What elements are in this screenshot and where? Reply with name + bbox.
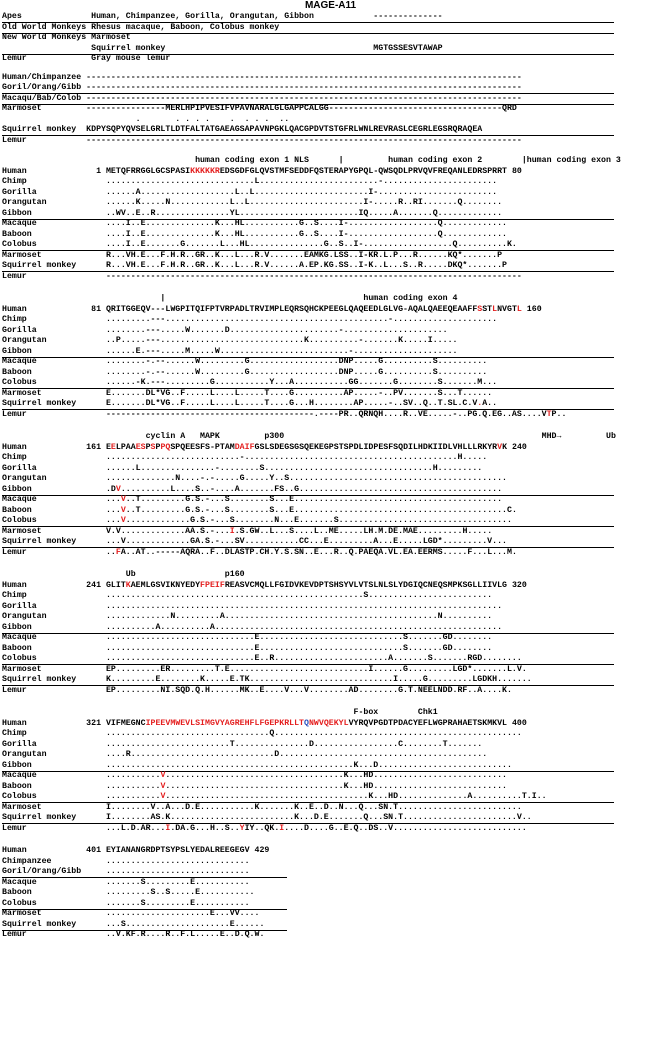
sequence-row: Macaque ........-.--......W.........G..................DNP.....G..........S..........: [2, 357, 488, 366]
highlighted-residue: NWVQEKYL: [308, 718, 349, 728]
highlighted-residue: V: [160, 781, 166, 791]
highlighted-residue: IPEEVMWEVLSIMGVYAGREHFLFGEPKRLLT: [145, 718, 305, 728]
sequence-row: Colobus ...V.............G.S.-...S........N...E.......S...................................: [2, 516, 512, 525]
highlighted-residue: V: [497, 442, 503, 452]
highlighted-residue: Q: [304, 718, 309, 728]
sequence-row: Chimpanzee .............................: [2, 856, 250, 866]
sequence-row: Lemur ------------------------------------------.----PR..QRNQH....R..VE.....-..PG.Q.EG..AS....VTP..: [2, 409, 567, 419]
highlighted-residue: F: [115, 547, 121, 557]
nterm-row: Lemur ----------------------------------------------------------------------------------------: [2, 135, 522, 145]
sequence-row: Baboon .........S..S.....E...........: [2, 888, 255, 897]
sequence-row: Orangutan ......K.....N............L..L.......................I-.....R..RI.......Q........: [2, 198, 503, 207]
sequence-row: Human 321 VIFMEGNCIPEEVMWEVLSIMGVYAGREHFLFGEPKRLLTQNWVQEKYLVYRQVPGDTPDACYEFLWGPRAHAETSKMKVL 400: [2, 718, 527, 728]
sequence-row: Chimp ..............................L........................-.......................: [2, 177, 498, 186]
highlighted-residue: E: [110, 442, 116, 452]
sequence-row: Human 1 METQFRRGGLGCSPASIKKKKKREDSGDFGLQVSTMFSEDDFQSTERAPYGPQL-QWSQDLPRVQVFREQANLEDRSPRRT 80: [2, 166, 522, 176]
sequence-row: Lemur EP.........NI.SQD.Q.H......MK..E....V...V........AD........G.T.NEELNDD.RF..A....K.: [2, 685, 512, 695]
highlighted-residue: L: [492, 304, 498, 314]
sequence-row: Orangutan .............N.........A...........................................N..........: [2, 612, 493, 621]
nterm-row: Marmoset ----------------MERLHPIPVESIFVPAVNARALGLGAPPCALGG-----------------------------------QRD: [2, 104, 517, 113]
sequence-row: Gorilla ........---.....W.......D......................-.....................: [2, 325, 448, 335]
sequence-row: Baboon ...V..T.........G.S.-...S........S...E...........................................C.: [2, 505, 517, 515]
sequence-row: Macaque .......S.........E...........: [2, 877, 250, 887]
sequence-row: Squirrel monkey ...V.............GA.S.-...SV...........CC...E.........A...E.....LGD*.........V...: [2, 537, 507, 546]
highlighted-residue: V: [120, 516, 126, 525]
legend-row: Squirrel monkey MGTGSSESVTAWAP: [2, 43, 443, 53]
sequence-row: Chimp ...........................-...........................................H.....: [2, 453, 488, 462]
sequence-row: Chimp .................................Q..................................................: [2, 729, 522, 738]
sequence-row: Gibbon ..................................................K...D...........................: [2, 760, 512, 770]
sequence-row: Squirrel monkey ...S.....................E......: [2, 919, 265, 929]
sequence-row: Gorilla .........................T...............D.................C........T.......: [2, 739, 483, 749]
sequence-row: Marmoset V.V.............AA.S.-...I.S.GW..L...S....L..ME.....LH.M.DE.MAE.........H.....: [2, 526, 493, 536]
nterm-row: . . . . . . . . . ..: [2, 114, 290, 124]
sequence-row: Orangutan ..P.....---.............................K..........-.......K.....I.....: [2, 336, 458, 345]
sequence-row: Lemur ..FA..AT..-----AQRA..F..DLASTP.CH.Y.S.SN..E...R..Q.PAEQA.VL.EA.EERMS.....F...L...M.: [2, 547, 517, 557]
sequence-row: Baboon ..............................E.............................S.......GD........: [2, 643, 493, 653]
sequence-row: Human 401 EYIANANGRDPTSYPSLYEDALREEGEGV 429: [2, 846, 270, 855]
sequence-row: Gorilla ......L...............-........S..................................H.........: [2, 463, 483, 473]
annotation-line: human coding exon 1 NLS | human coding exon 2 |human coding exon 3: [2, 156, 621, 165]
sequence-row: Lemur ------------------------------------------------------------------------------------: [2, 271, 522, 281]
sequence-row: Macaque ....I..E..............K...HL...........G..S....I-..................Q.............: [2, 219, 507, 228]
sequence-row: Baboon ........-.--......W.........G..................DNP.....G..........S..........: [2, 367, 488, 377]
sequence-row: Colobus ......-K.---.........G...........Y...A...........GG.......G........S.......M...: [2, 378, 498, 387]
sequence-row: Colobus ....I..E.......G.......L...HL...............G..S..I-..................Q..........K.: [2, 240, 517, 249]
sequence-row: Gibbon ..........A..........A..........................................................: [2, 622, 503, 632]
sequence-row: Macaque ..............................E.............................S.......GD........: [2, 633, 493, 642]
sequence-row: Lemur ..V.KF.R....R..F.L.....E..D.Q.W.: [2, 930, 265, 939]
nterm-row: Squirrel monkey KDPYSQPYQVSELGRLTLDTFALTATGAEAGSAPAVNPGKLQACGPDVTSTGFRLWNLREVRASLCEGRLEGSRQRAQEA: [2, 125, 483, 134]
sequence-row: Marmoset E.......DL*VG..F.....L....L.....T....G..........AP.....-..PV.......S...T......: [2, 388, 493, 398]
nterm-row: Human/Chimpanzee ----------------------------------------------------------------------------------------: [2, 72, 522, 82]
sequence-row: Human 161 EELPAAESPSPPQSPQEESFS-PTAMDAIFGSLSDEGSGSQEKEGPSTSPDLIDPESFSQDILHDKIIDLVHLLLRKYRVK 240: [2, 442, 527, 452]
sequence-row: Lemur ...L.D.AR...I.DA.G...H..S..YIY..QK.I....D....G..E.Q..DS..V...........................: [2, 823, 527, 833]
sequence-row: Colobus ..............................E..R.......................A.......S.......RGD........: [2, 654, 522, 663]
sequence-row: Gorilla ................................................................................: [2, 601, 503, 611]
highlighted-residue: K: [125, 580, 131, 590]
highlighted-residue: KKKKKR: [190, 166, 220, 176]
highlighted-residue: V: [115, 484, 121, 494]
sequence-row: Squirrel monkey I........AS.K.........................K...D.E.......Q...SN.T.......................V..: [2, 813, 532, 822]
legend-row: New World Monkeys Marmoset: [2, 33, 374, 42]
nterm-row: Goril/Orang/Gibb ----------------------------------------------------------------------------------------: [2, 83, 522, 92]
sequence-row: Marmoset R...VH.E...F.H.R..GR..K...L...R.V.......EAMKG.LSS..I-KR.L.P...R......KQ*.......P: [2, 250, 503, 260]
highlighted-residue: Y: [239, 823, 245, 833]
sequence-row: Marmoset .....................E...VV....: [2, 909, 260, 918]
highlighted-residue: DAIF: [234, 442, 255, 452]
sequence-row: Squirrel monkey K.........E........K.....E.TK.............................I.....G.........LGDKH.......: [2, 675, 532, 684]
figure-title: MAGE-A11: [304, 0, 357, 11]
highlighted-residue: ES: [135, 442, 146, 452]
annotation-line: F-box Chk1: [2, 708, 438, 717]
annotation-line: Ub p160: [2, 570, 245, 579]
sequence-row: Orangutan ..............N....-.-.....G.....Y..S............................................: [2, 474, 507, 483]
sequence-row: Gibbon .DV..........L....S..-....A.......FS..G.........................................: [2, 484, 503, 494]
sequence-row: Human 241 GLITKAEMLGSVIKNYEDYFPEIFREASVCMQLLFGIDVKEVDPTSHSYVLVTSLNLSLYDGIQCNEQSMPKSGLLIIVLG 320: [2, 580, 527, 590]
highlighted-residue: PQ: [160, 442, 171, 452]
sequence-row: Gibbon ......E.---.....M.....W..........................-.....................: [2, 346, 458, 356]
legend-row: Lemur Gray mouse lemur: [2, 54, 374, 63]
sequence-row: Chimp ....................................................S.........................: [2, 591, 493, 600]
sequence-row: Squirrel monkey R...VH.E...F.H.R..GR..K...L...R.V......A.EP.KG.SS..I-K..L...S..R.....DKQ*.......P: [2, 261, 507, 270]
annotation-line: | human coding exon 4: [2, 294, 458, 303]
sequence-row: Squirrel monkey E.......DL*VG..F.....L....L.....T....G...H........AP.....-..SV..Q..T.SL.C.V.A..: [2, 399, 498, 408]
nterm-row: Macaqu/Bab/Colob ----------------------------------------------------------------------------------------: [2, 93, 522, 103]
highlighted-residue: L: [516, 304, 522, 314]
highlighted-residue: I: [165, 823, 171, 833]
highlighted-residue: V: [160, 792, 166, 801]
highlighted-residue: V: [120, 495, 126, 504]
highlighted-residue: V: [160, 771, 166, 780]
sequence-row: Chimp .........---.............................................-.....................: [2, 315, 498, 324]
sequence-row: Macaque ...........V....................................K...HD...........................: [2, 771, 507, 780]
highlighted-residue: V: [120, 505, 126, 515]
highlighted-residue: I: [229, 526, 235, 536]
sequence-row: Baboon ...........V....................................K...HD...........................: [2, 781, 507, 791]
legend-row: Old World Monkeys Rhesus macaque, Baboon, Colobus monkey: [2, 22, 374, 32]
sequence-row: Gorilla ......A...................L..L.......................I-........................: [2, 187, 498, 197]
highlighted-residue: I: [279, 823, 285, 833]
sequence-row: Marmoset EP.........ER.........T.E............................I......G.........LGD*.......L.V.: [2, 664, 527, 674]
highlighted-residue: S: [150, 442, 156, 452]
annotation-line: cyclin A MAPK p300 MHD→ Ub: [2, 432, 616, 441]
highlighted-residue: FPEIF: [200, 580, 225, 590]
sequence-row: Gibbon ..WV..E..R...............YL........................IQ.....A.......Q.............: [2, 208, 503, 218]
sequence-row: Baboon ....I..E..............K...HL...........G..S....I-..................Q.............: [2, 229, 507, 239]
highlighted-residue: .: [477, 399, 483, 408]
highlighted-residue: T: [546, 409, 552, 419]
sequence-row: Human 81 QRITGGEQV---LWGPITQIFPTVRPADLTRVIMPLEQRSQHCKPEEGLQAQEEDLGLVG-AQALQAEEQEAAFFSSTLNVGTL 160: [2, 304, 542, 314]
legend-row: Apes Human, Chimpanzee, Gorilla, Orangutan, Gibbon --------------: [2, 12, 443, 21]
sequence-row: Marmoset I........V..A...D.E...........K.......K..E..D..N...Q...SN.T.........................: [2, 802, 522, 812]
sequence-row: Orangutan ....R.............................D..........................................: [2, 750, 488, 759]
sequence-row: Macaque ...V..T.........G.S.-...S........S...E..........................................: [2, 495, 503, 504]
highlighted-residue: S: [477, 304, 483, 314]
sequence-row: Goril/Orang/Gibb .............................: [2, 867, 250, 876]
sequence-row: Colobus ...........V.........................................K...HD..............A..........T.I..: [2, 792, 547, 801]
sequence-row: Colobus .......S.........E...........: [2, 898, 250, 908]
